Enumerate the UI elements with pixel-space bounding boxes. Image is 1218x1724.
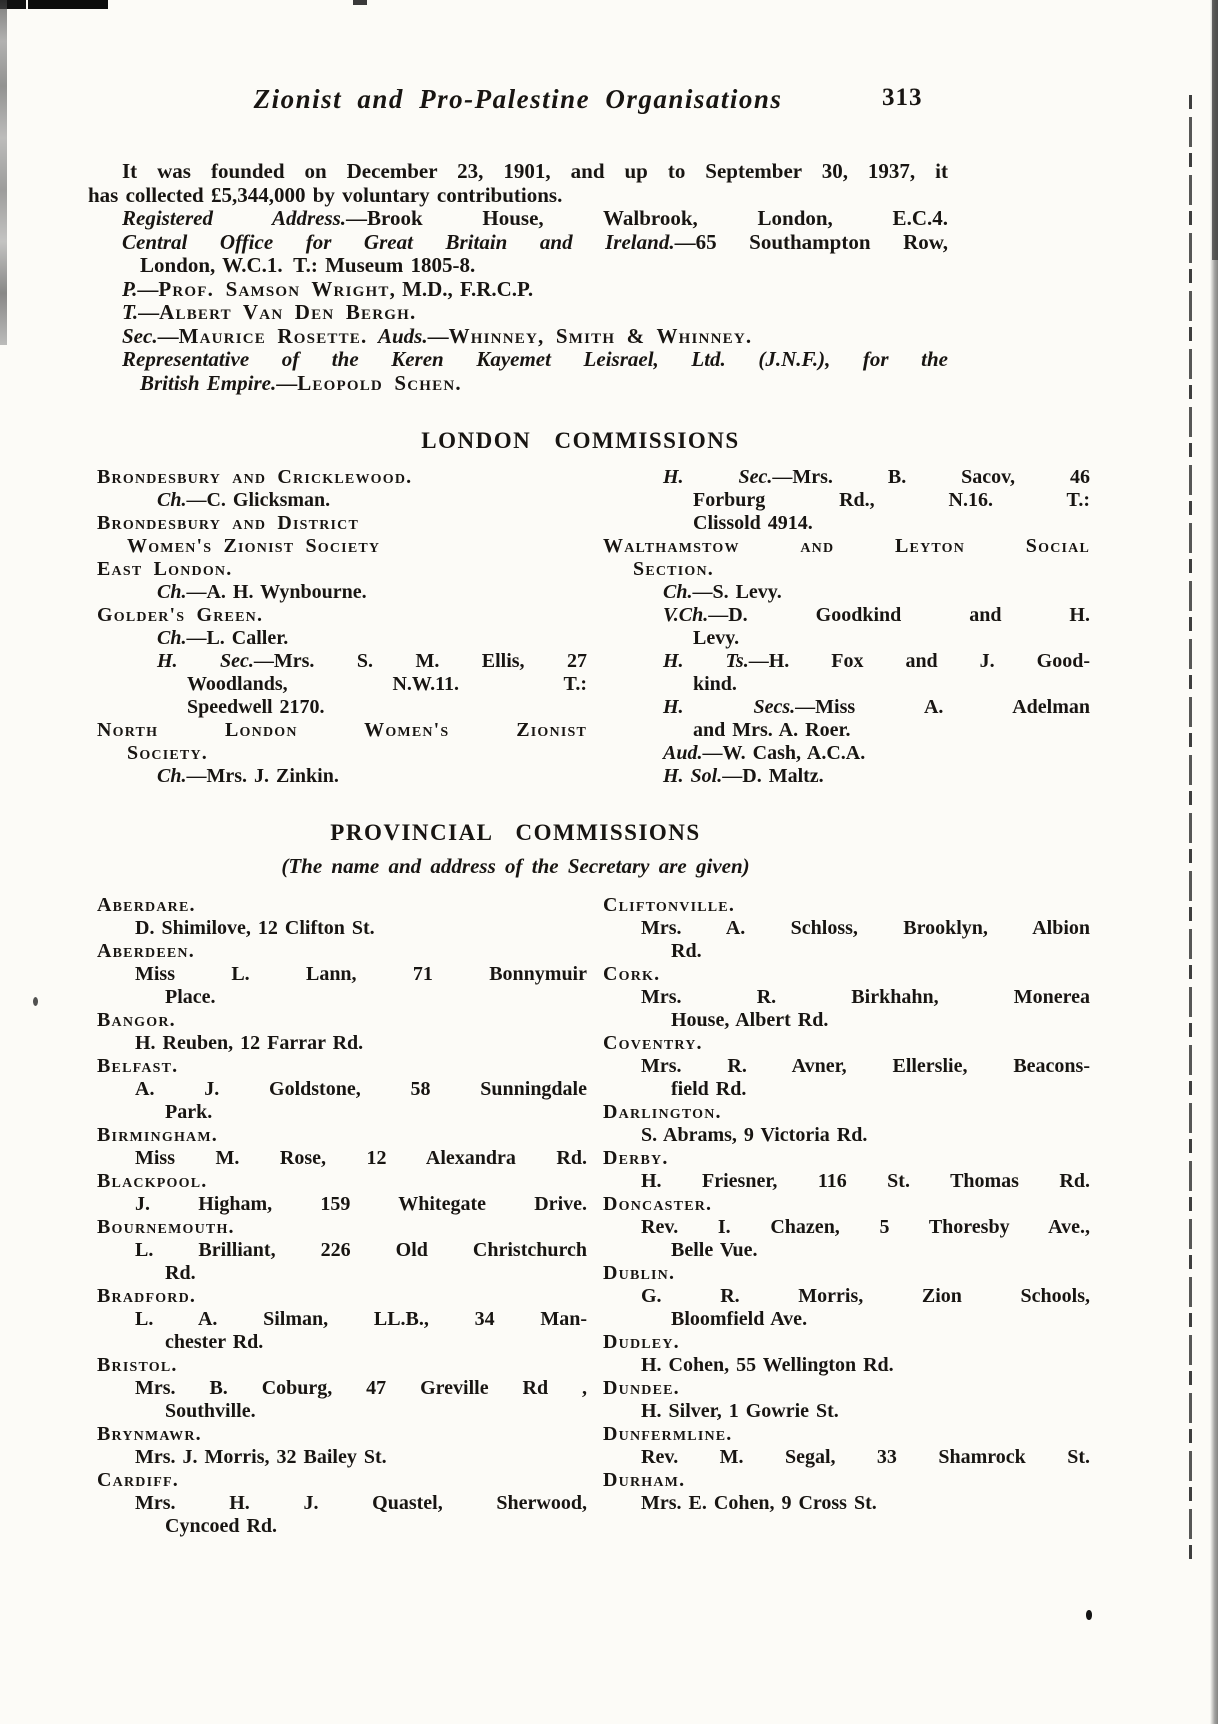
italic-text: Ch. [157,581,187,603]
italic-text: Aud. [663,742,703,764]
text-line [97,1147,587,1170]
text-line [603,1285,1090,1308]
text-line [97,627,587,650]
text: A. J. Goldstone, 58 Sunningdale [135,1078,587,1100]
smallcaps-text: Belfast. [97,1055,179,1077]
text-line [88,160,948,184]
text: — [138,300,160,324]
text: Cyncoed Rd. [165,1515,278,1537]
smallcaps-text: Durham. [603,1469,686,1491]
italic-text: H. Sol. [663,765,723,787]
text-line [603,917,1090,940]
london-left-column [97,466,587,788]
smallcaps-text: Leopold Schen. [297,370,462,395]
text: Rev. M. Segal, 33 Shamrock St. [641,1446,1090,1468]
text-line [603,1032,1090,1055]
text-line [97,1216,587,1239]
text-line [97,1423,587,1446]
scan-artifact-right-top-line [1212,0,1218,260]
page-title: Zionist and Pro-Palestine Organisations [253,84,783,114]
provincial-commissions-heading: PROVINCIAL COMMISSIONS [330,820,701,845]
text: L. Brilliant, 226 Old Christchurch [135,1239,587,1261]
scan-artifact-top-tick [353,0,367,5]
text-line [97,673,587,696]
text-line [97,1124,587,1147]
text-line [603,1101,1090,1124]
text-line [603,1262,1090,1285]
smallcaps-text: Brynmawr. [97,1423,202,1445]
text: It was founded on December 23, 1901, and up to September 30, 1937, it [122,159,948,183]
smallcaps-text: Bournemouth. [97,1216,235,1238]
text-line [603,719,1090,742]
smallcaps-text: Cliftonville. [603,894,736,916]
smallcaps-text: Doncaster. [603,1193,713,1215]
smallcaps-text: Whinney, Smith & Whinney. [448,323,753,348]
smallcaps-text: Birmingham. [97,1124,218,1146]
text: —Miss A. Adelman [795,696,1090,718]
text: Levy. [693,627,740,649]
text-line [88,184,948,208]
text-line [97,1354,587,1377]
text: Forburg Rd., N.16. T.: [693,489,1090,511]
text-line [603,512,1090,535]
text: —L. Caller. [186,627,289,649]
text-line [97,650,587,673]
text-line [97,512,587,535]
text-line [603,466,1090,489]
italic-text: P. [122,276,138,301]
text-line [603,1469,1090,1492]
text: Mrs. E. Cohen, 9 Cross St. [641,1492,877,1514]
text-line [97,1377,587,1400]
text: —A. H. Wynbourne. [186,581,367,603]
text: Place. [165,986,216,1008]
smallcaps-text: Darlington. [603,1101,722,1123]
text-line [88,372,948,396]
text: J. Higham, 159 Whitegate Drive. [135,1193,587,1215]
scan-artifact-broken-vertical-line [1189,95,1192,1560]
text-line [97,719,587,742]
text-line [97,1492,587,1515]
italic-text: British Empire. [140,370,277,395]
text: Southville. [165,1400,256,1422]
text-line [88,254,948,278]
text: Belle Vue. [671,1239,758,1261]
smallcaps-text: Brondesbury and Cricklewood. [97,466,413,488]
text-line [97,1078,587,1101]
provincial-commissions-columns [97,894,1090,1538]
smallcaps-text: Bangor. [97,1009,176,1031]
text: Park. [165,1101,213,1123]
text-line [603,1354,1090,1377]
text-line [603,627,1090,650]
smallcaps-text: East London. [97,558,233,580]
text: Mrs. R. Birkhahn, Monerea [641,986,1090,1008]
smallcaps-text: Albert Van Den Bergh. [159,300,417,324]
smallcaps-text: Section. [633,558,714,580]
smallcaps-text: Blackpool. [97,1170,208,1192]
text [367,324,378,348]
text: H. Reuben, 12 Farrar Rd. [135,1032,364,1054]
text-line [97,963,587,986]
text: — [157,323,179,348]
text-line [603,1055,1090,1078]
text: S. Abrams, 9 Victoria Rd. [641,1124,868,1146]
text-line [603,1147,1090,1170]
text: Rd. [671,940,702,962]
text: Speedwell 2170. [187,696,325,718]
scan-artifact-speck-left [33,997,38,1006]
text-line [88,348,948,372]
text-line [88,231,948,255]
text-line [88,301,948,325]
scan-artifact-corner-mark [0,0,26,9]
text-line [88,278,948,302]
text-line [603,535,1090,558]
text: —C. Glicksman. [186,489,331,511]
italic-text: V.Ch. [663,604,709,626]
text-line [97,1262,587,1285]
text: Bloomfield Ave. [671,1308,808,1330]
text-line [603,1423,1090,1446]
italic-text: H. Sec. [663,466,773,488]
text-line [97,1515,587,1538]
scan-artifact-speck-bottom [1086,1610,1092,1620]
text-line [97,1285,587,1308]
italic-text: Sec. [122,323,158,348]
italic-text: Ch. [157,627,187,649]
text: — [427,323,449,348]
text-line [97,1308,587,1331]
page-number: 313 [882,84,923,111]
smallcaps-text: Brondesbury and District [97,512,360,534]
intro-paragraph [88,160,948,395]
text: Miss L. Lann, 71 Bonnymuir [135,963,587,985]
italic-text: H. Ts. [663,650,749,672]
text-line [97,1193,587,1216]
text: Mrs. H. J. Quastel, Sherwood, [135,1492,587,1514]
text: G. R. Morris, Zion Schools, [641,1285,1090,1307]
text: —Mrs. S. M. Ellis, 27 [253,650,587,672]
text: Miss M. Rose, 12 Alexandra Rd. [135,1147,587,1169]
smallcaps-text: Women's Zionist Society [127,535,381,557]
text: H. Silver, 1 Gowrie St. [641,1400,839,1422]
text-line [603,986,1090,1009]
italic-text: Ch. [157,765,187,787]
smallcaps-text: Dunfermline. [603,1423,733,1445]
text: L. A. Silman, LL.B., 34 Man- [135,1308,587,1330]
text: —H. Fox and J. Good- [748,650,1090,672]
text: London, W.C.1. T.: Museum 1805-8. [140,253,476,277]
text: —D. Goodkind and H. [708,604,1090,626]
smallcaps-text: North London Women's Zionist [97,719,587,741]
london-right-column [603,466,1090,788]
smallcaps-text: Walthamstow and Leyton Social [603,535,1090,557]
text-line [97,1400,587,1423]
smallcaps-text: Society. [127,742,208,764]
text-line [97,1032,587,1055]
text-line [603,1308,1090,1331]
text-line [603,1078,1090,1101]
text-line [603,1239,1090,1262]
smallcaps-text: Aberdeen. [97,940,195,962]
text-line [603,696,1090,719]
text-line [603,742,1090,765]
text-line [603,604,1090,627]
italic-text: Representative of the Keren Kayemet Leisrael, Ltd. (J.N.F.), for the [122,347,948,371]
text-line [97,1055,587,1078]
smallcaps-text: Coventry. [603,1032,703,1054]
text-line [97,917,587,940]
text-line [603,1400,1090,1423]
text: Woodlands, N.W.11. T.: [187,673,587,695]
text-line [97,986,587,1009]
text: Mrs. J. Morris, 32 Bailey St. [135,1446,387,1468]
text: Clissold 4914. [693,512,813,534]
smallcaps-text: Dublin. [603,1262,676,1284]
italic-text: Ch. [157,489,187,511]
text: — [137,276,159,301]
text-line [603,1124,1090,1147]
text: H. Friesner, 116 St. Thomas Rd. [641,1170,1090,1192]
text-line [88,325,948,349]
text: — [276,370,298,395]
text: H. Cohen, 55 Wellington Rd. [641,1354,894,1376]
text-line [603,1331,1090,1354]
text: field Rd. [671,1078,747,1100]
text: —65 Southampton Row, [674,229,948,254]
smallcaps-text: Cork. [603,963,661,985]
text-line [97,940,587,963]
text-line [603,1170,1090,1193]
text-line [97,535,587,558]
text-line [88,207,948,231]
text-line [603,765,1090,788]
text: Rev. I. Chazen, 5 Thoresby Ave., [641,1216,1090,1238]
italic-text: T. [122,300,139,324]
text-line [97,558,587,581]
provincial-left-column [97,894,587,1538]
smallcaps-text: Golder's Green. [97,604,264,626]
text-line [603,940,1090,963]
text-line [603,1216,1090,1239]
text-line [97,489,587,512]
text-line [97,581,587,604]
italic-text: H. Sec. [157,650,254,672]
scan-artifact-right-edge-shadow [1210,0,1218,1724]
text: chester Rd. [165,1331,264,1353]
text-line [97,1101,587,1124]
text: —Brook House, Walbrook, London, E.C.4. [346,206,948,230]
text: —S. Levy. [692,581,782,603]
text-line [603,1193,1090,1216]
provincial-right-column [603,894,1090,1538]
text-line [603,1377,1090,1400]
text-line [97,604,587,627]
text: and Mrs. A. Roer. [693,719,851,741]
text-line [603,650,1090,673]
text-line [97,894,587,917]
scan-artifact-left-edge-smudge [0,0,7,345]
text-line [97,1239,587,1262]
text-line [603,1009,1090,1032]
italic-text: H. Secs. [663,696,796,718]
italic-text: Ch. [663,581,693,603]
text-line [97,466,587,489]
text-line [603,1446,1090,1469]
text-line [603,894,1090,917]
text-line [97,1331,587,1354]
text: D. Shimilove, 12 Clifton St. [135,917,375,939]
italic-text: Auds. [377,323,428,348]
text-line [97,1469,587,1492]
smallcaps-text: Maurice Rosette. [178,323,368,348]
text: —D. Maltz. [722,765,824,787]
smallcaps-text: Prof. Samson Wright [158,276,390,301]
text-line [97,1446,587,1469]
text-line [603,1492,1090,1515]
text: Rd. [165,1262,196,1284]
text: —Mrs. B. Sacov, 46 [772,466,1090,488]
smallcaps-text: Dudley. [603,1331,680,1353]
text-line [97,696,587,719]
italic-text: Registered Address. [122,206,347,230]
text: has collected £5,344,000 by voluntary contributions. [88,182,563,207]
provincial-commissions-subtitle: (The name and address of the Secretary are given) [281,854,750,878]
smallcaps-text: Dundee. [603,1377,680,1399]
text-line [97,742,587,765]
london-commissions-columns [97,466,1090,788]
scan-artifact-top-bar [28,0,108,9]
text-line [603,963,1090,986]
italic-text: Central Office for Great Britain and Ireland. [122,229,675,254]
smallcaps-text: Cardiff. [97,1469,179,1491]
text-line [603,581,1090,604]
text-line [97,1170,587,1193]
text: House, Albert Rd. [671,1009,829,1031]
text: , M.D., F.R.C.P. [389,276,534,301]
text-line [97,765,587,788]
text: kind. [693,673,737,695]
text-line [603,489,1090,512]
text-line [603,558,1090,581]
smallcaps-text: Bristol. [97,1354,178,1376]
text: Mrs. A. Schloss, Brooklyn, Albion [641,917,1090,939]
text: Mrs. R. Avner, Ellerslie, Beacons- [641,1055,1090,1077]
smallcaps-text: Derby. [603,1147,669,1169]
smallcaps-text: Aberdare. [97,894,196,916]
smallcaps-text: Bradford. [97,1285,197,1307]
text-line [97,1009,587,1032]
text: —W. Cash, A.C.A. [702,742,866,764]
text-line [603,673,1090,696]
text: —Mrs. J. Zinkin. [186,765,339,787]
text: Mrs. B. Coburg, 47 Greville Rd , [135,1377,587,1399]
london-commissions-heading: LONDON COMMISSIONS [421,428,740,453]
